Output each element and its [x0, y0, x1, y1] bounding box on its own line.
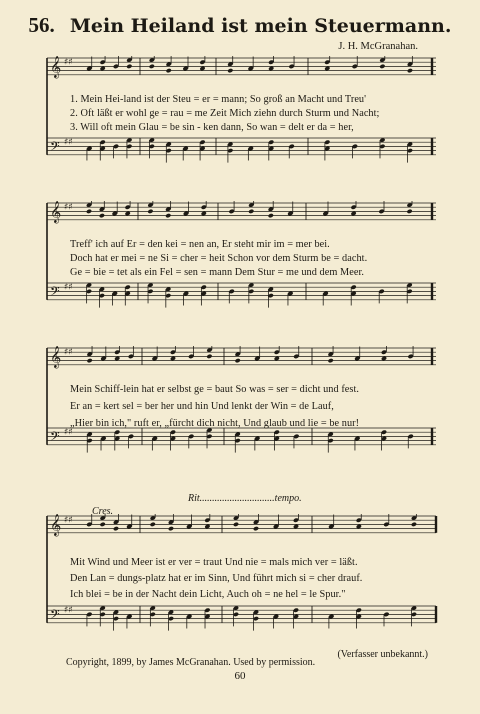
author-attribution: (Verfasser unbekannt.)	[337, 649, 428, 660]
lyric-line: 2. Oft läßt er wohl ge = rau = me Zeit Mich ziehn durch Sturm und Nacht;	[70, 108, 380, 119]
lyric-line: Ge = bie = tet als ein Fel = sen = mann Dem Stur = me und dem Meer.	[70, 267, 365, 278]
lyric-line: Mein Schiff-lein hat er selbst ge = baut So was = ser = dicht und fest.	[70, 384, 360, 395]
key-signature-icon: ♯♯	[64, 605, 73, 616]
composer-credit: J. H. McGranahan.	[338, 41, 418, 52]
hymn-title: Mein Heiland ist mein Steuermann.	[69, 15, 452, 37]
bass-clef-icon: 𝄢	[50, 429, 60, 448]
music-system-4	[46, 514, 438, 644]
treble-clef-icon: 𝄞	[50, 346, 62, 369]
note-head	[113, 526, 119, 531]
music-system-3	[46, 346, 438, 466]
key-signature-icon: ♯♯	[64, 427, 73, 438]
dynamic-marking: Cres.	[92, 506, 114, 517]
music-system-1	[46, 56, 438, 176]
note-head	[165, 213, 171, 218]
note-head	[99, 213, 105, 218]
note-head	[407, 209, 413, 214]
copyright-notice: Copyright, 1899, by James McGranahan. Used by permission.	[66, 657, 316, 668]
bass-clef-icon: 𝄢	[50, 284, 60, 303]
note-head	[149, 64, 155, 69]
note-head	[233, 522, 239, 527]
tempo-marking: Rit..............................tempo.	[188, 493, 302, 504]
note-head	[147, 209, 153, 214]
note-head	[87, 358, 93, 363]
note-head	[100, 522, 106, 527]
note-head	[206, 354, 212, 359]
key-signature-icon: ♯♯	[64, 202, 73, 213]
bass-clef-icon: 𝄢	[50, 607, 60, 626]
music-system-2	[46, 201, 438, 321]
lyric-line: Mit Wind und Meer ist er ver = traut Und nie = mals mich ver = läßt.	[70, 557, 358, 568]
key-signature-icon: ♯♯	[64, 57, 73, 68]
key-signature-icon: ♯♯	[64, 282, 73, 293]
hymn-heading	[0, 13, 480, 38]
note-head	[166, 68, 172, 73]
note-head	[379, 64, 385, 69]
note-head	[407, 68, 413, 73]
note-head	[411, 522, 417, 527]
treble-clef-icon: 𝄞	[50, 514, 62, 537]
lyric-line: Treff' ich auf Er = den kei = nen an, Er steht mir im = mer bei.	[70, 239, 330, 250]
treble-clef-icon: 𝄞	[50, 201, 62, 224]
lyric-line: 1. Mein Hei-land ist der Steu = er = mann; So groß an Macht und Treu'	[70, 94, 367, 105]
lyric-line: Den Lan = dungs-platz hat er im Sinn, Und führt mich si = cher drauf.	[70, 573, 363, 584]
hymn-number: 56.	[28, 13, 55, 37]
bass-clef-icon: 𝄢	[50, 139, 60, 158]
key-signature-icon: ♯♯	[64, 347, 73, 358]
key-signature-icon: ♯♯	[64, 137, 73, 148]
note-head	[150, 522, 156, 527]
note-head	[268, 213, 274, 218]
lyric-line: „Hier bin ich," ruft er, „fürcht dich nicht, Und glaub und lie = be nur!	[70, 418, 360, 429]
lyric-line: 3. Will oft mein Glau = be sin - ken dann, So wan = delt er da = her,	[70, 122, 354, 133]
note-head	[235, 358, 241, 363]
lyric-line: Er an = kert sel = ber her und hin Und lenkt der Win = de Lauf,	[70, 401, 334, 412]
key-signature-icon: ♯♯	[64, 515, 73, 526]
note-head	[126, 64, 132, 69]
note-head	[253, 526, 259, 531]
note-head	[328, 358, 334, 363]
note-head	[248, 209, 254, 214]
lyric-line: Ich blei = be in der Nacht dein Licht, Auch oh = ne hel = le Spur."	[70, 589, 346, 600]
lyric-line: Doch hat er mei = ne Si = cher = heit Schon vor dem Sturm be = dacht.	[70, 253, 368, 264]
treble-clef-icon: 𝄞	[50, 56, 62, 79]
note-head	[227, 68, 233, 73]
note-head	[168, 526, 174, 531]
page-number: 60	[234, 670, 246, 682]
note-head	[86, 209, 92, 214]
